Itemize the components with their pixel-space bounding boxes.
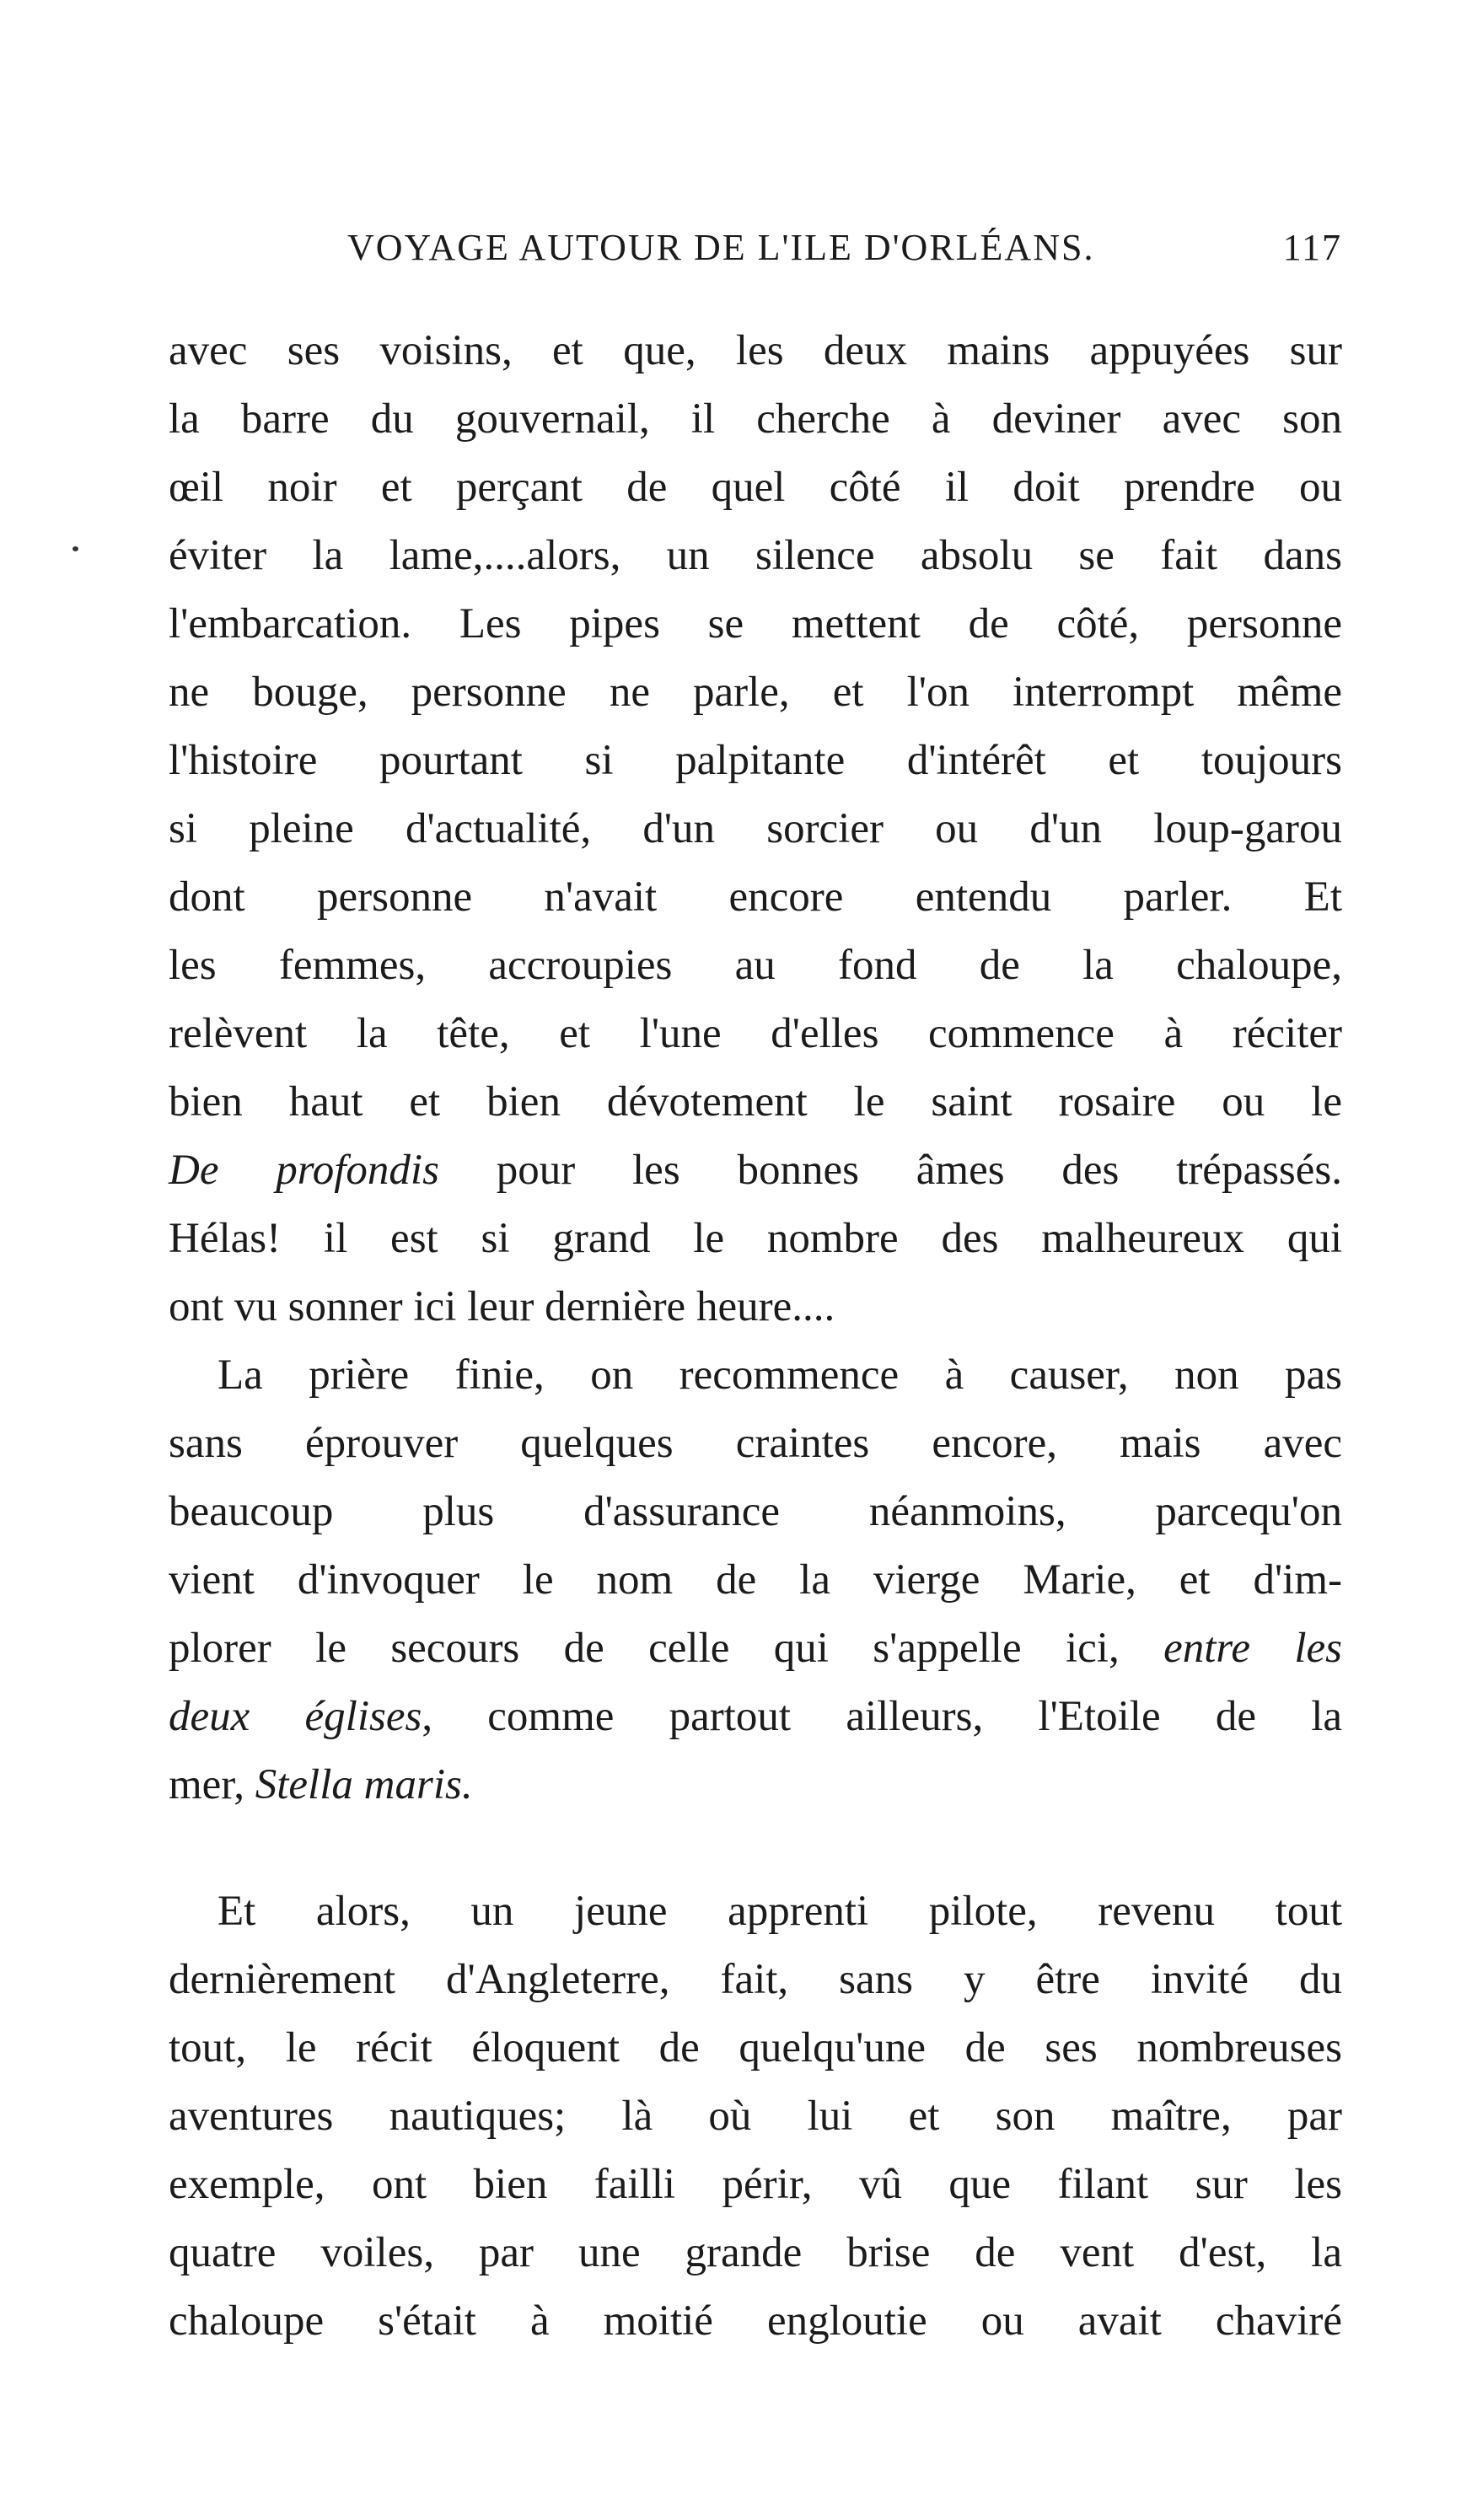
text-line: l'embarcation. Les pipes se mettent de côté, personne <box>169 600 1342 647</box>
text-line: ne bouge, personne ne parle, et l'on interrompt même <box>169 669 1342 716</box>
text-line: vient d'invoquer le nom de la vierge Marie, et d'im- <box>169 1556 1342 1604</box>
text-line: la barre du gouvernail, il cherche à deviner avec son <box>169 395 1342 443</box>
text-line: exemple, ont bien failli périr, vû que filant sur les <box>169 2161 1342 2208</box>
text-span: mer, <box>169 1761 255 1808</box>
text-line: éviter la lame,....alors, un silence absolu se fait dans <box>169 532 1342 579</box>
text-line: les femmes, accroupies au fond de la chaloupe, <box>169 942 1342 989</box>
text-line: si pleine d'actualité, d'un sorcier ou d'un loup-garou <box>169 805 1342 852</box>
text-line: œil noir et perçant de quel côté il doit prendre ou <box>169 464 1342 511</box>
margin-speck <box>73 546 78 551</box>
text-line: avec ses voisins, et que, les deux mains appuyées sur <box>169 327 1342 374</box>
text-line <box>169 1145 1342 1196</box>
text-span: plorer le secours de celle qui s'appelle ici, <box>169 1625 1164 1672</box>
running-title: VOYAGE AUTOUR DE L'ILE D'ORLÉANS. <box>347 227 1095 268</box>
text-line: tout, le récit éloquent de quelqu'une de ses nombreuses <box>169 2024 1342 2071</box>
text-line: chaloupe s'était à moitié engloutie ou avait chaviré <box>169 2297 1342 2345</box>
text-line: l'histoire pourtant si palpitante d'intérêt et toujours <box>169 737 1342 784</box>
text-line: beaucoup plus d'assurance néanmoins, parcequ'on <box>169 1488 1342 1535</box>
page-number: 117 <box>1282 227 1342 268</box>
latin-phrase: Stella maris. <box>255 1761 473 1808</box>
text-line: bien haut et bien dévotement le saint rosaire ou le <box>169 1078 1342 1126</box>
italic-phrase: entre les <box>1163 1625 1342 1672</box>
text-span: , comme partout ailleurs, l'Etoile de la <box>422 1693 1342 1740</box>
text-line <box>169 1760 1342 1810</box>
text-span: pour les bonnes âmes des trépassés. <box>438 1147 1343 1194</box>
italic-phrase: deux églises <box>169 1693 422 1740</box>
text-line: ont vu sonner ici leur dernière heure.... <box>169 1283 835 1330</box>
text-line: Hélas! il est si grand le nombre des malheureux qui <box>169 1215 1342 1262</box>
text-line <box>169 1623 1342 1674</box>
text-line: La prière finie, on recommence à causer, non pas <box>218 1351 1342 1399</box>
text-line: Et alors, un jeune apprenti pilote, revenu tout <box>218 1888 1342 1935</box>
text-line: dernièrement d'Angleterre, fait, sans y être invité du <box>169 1956 1342 2003</box>
running-header <box>347 226 1342 277</box>
text-line: quatre voiles, par une grande brise de vent d'est, la <box>169 2229 1342 2276</box>
text-line: aventures nautiques; là où lui et son maître, par <box>169 2093 1342 2140</box>
latin-phrase: De profondis <box>169 1147 439 1194</box>
text-line: sans éprouver quelques craintes encore, mais avec <box>169 1420 1342 1467</box>
text-line <box>169 1691 1342 1742</box>
text-line: dont personne n'avait encore entendu parler. Et <box>169 873 1342 921</box>
text-line: relèvent la tête, et l'une d'elles commence à réciter <box>169 1010 1342 1057</box>
